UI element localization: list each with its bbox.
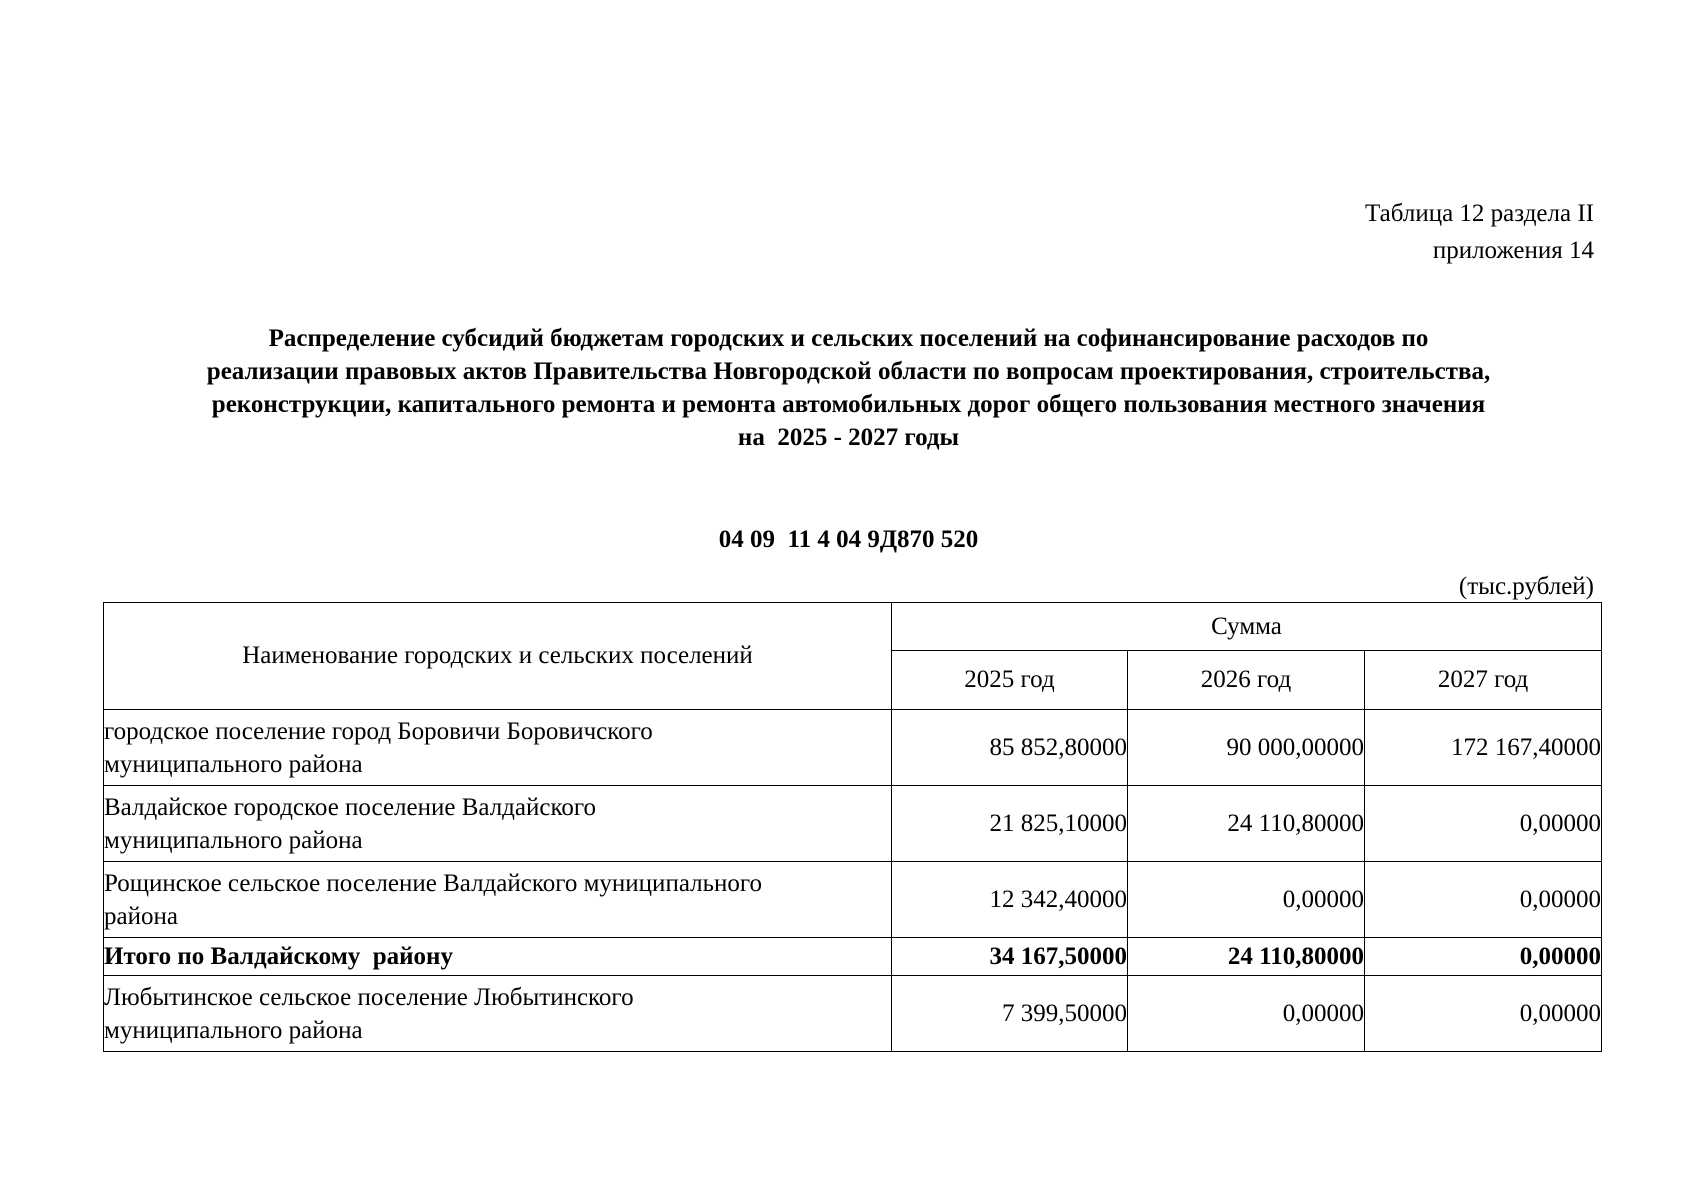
reference-line-table: Таблица 12 раздела II — [1365, 200, 1594, 227]
settlement-name-line: Валдайское городское поселение Валдайского — [104, 793, 596, 821]
column-header-2026: 2026 год — [1128, 651, 1365, 710]
total-label: Итого по Валдайскому району — [104, 938, 892, 976]
table-total-row — [104, 938, 1602, 976]
table-row — [104, 710, 1602, 786]
title-line-4: на 2025 - 2027 годы — [737, 424, 960, 451]
budget-code: 04 09 11 4 04 9Д870 520 — [718, 526, 979, 553]
settlement-name-line: Любытинское сельское поселение Любытинского — [104, 983, 634, 1011]
amount-2025: 7 399,50000 — [892, 976, 1128, 1052]
table-header-row — [104, 603, 1602, 651]
settlement-name — [104, 976, 892, 1052]
settlement-name-line: муниципального района — [104, 1016, 363, 1044]
total-amount-2026: 24 110,80000 — [1128, 938, 1365, 976]
reference-line-appendix: приложения 14 — [1432, 237, 1594, 264]
column-header-2025: 2025 год — [892, 651, 1128, 710]
amount-2026: 0,00000 — [1128, 976, 1365, 1052]
amount-2026: 0,00000 — [1128, 862, 1365, 938]
amount-2027: 172 167,40000 — [1365, 710, 1602, 786]
subsidy-table — [103, 602, 1602, 1052]
amount-2026: 90 000,00000 — [1128, 710, 1365, 786]
settlement-name-line: Рощинское сельское поселение Валдайского муниципального — [104, 869, 763, 897]
table-row — [104, 786, 1602, 862]
amount-2025: 21 825,10000 — [892, 786, 1128, 862]
settlement-name — [104, 862, 892, 938]
title-line-2: реализации правовых актов Правительства Новгородской области по вопросам проектирования, строительства, — [206, 358, 1491, 385]
amount-2025: 12 342,40000 — [892, 862, 1128, 938]
column-header-name: Наименование городских и сельских поселений — [104, 603, 892, 710]
column-header-2027: 2027 год — [1365, 651, 1602, 710]
settlement-name-line: района — [104, 902, 178, 930]
document-title — [105, 322, 1592, 454]
settlement-name-line: муниципального района — [104, 750, 363, 778]
amount-2027: 0,00000 — [1365, 862, 1602, 938]
settlement-name — [104, 710, 892, 786]
total-amount-2025: 34 167,50000 — [892, 938, 1128, 976]
title-line-3: реконструкции, капитального ремонта и ремонта автомобильных дорог общего пользования местного значения — [211, 391, 1486, 418]
total-amount-2027: 0,00000 — [1365, 938, 1602, 976]
settlement-name-line: городское поселение город Боровичи Боровичского — [104, 717, 653, 745]
table-row — [104, 862, 1602, 938]
title-line-1: Распределение субсидий бюджетам городских и сельских поселений на софинансирование расходов по — [268, 325, 1429, 352]
amount-2027: 0,00000 — [1365, 786, 1602, 862]
amount-2026: 24 110,80000 — [1128, 786, 1365, 862]
units-label: (тыс.рублей) — [1458, 573, 1594, 600]
column-header-sum: Сумма — [892, 603, 1602, 651]
settlement-name-line: муниципального района — [104, 826, 363, 854]
amount-2027: 0,00000 — [1365, 976, 1602, 1052]
table-row — [104, 976, 1602, 1052]
amount-2025: 85 852,80000 — [892, 710, 1128, 786]
settlement-name — [104, 786, 892, 862]
table-reference — [1365, 195, 1594, 269]
